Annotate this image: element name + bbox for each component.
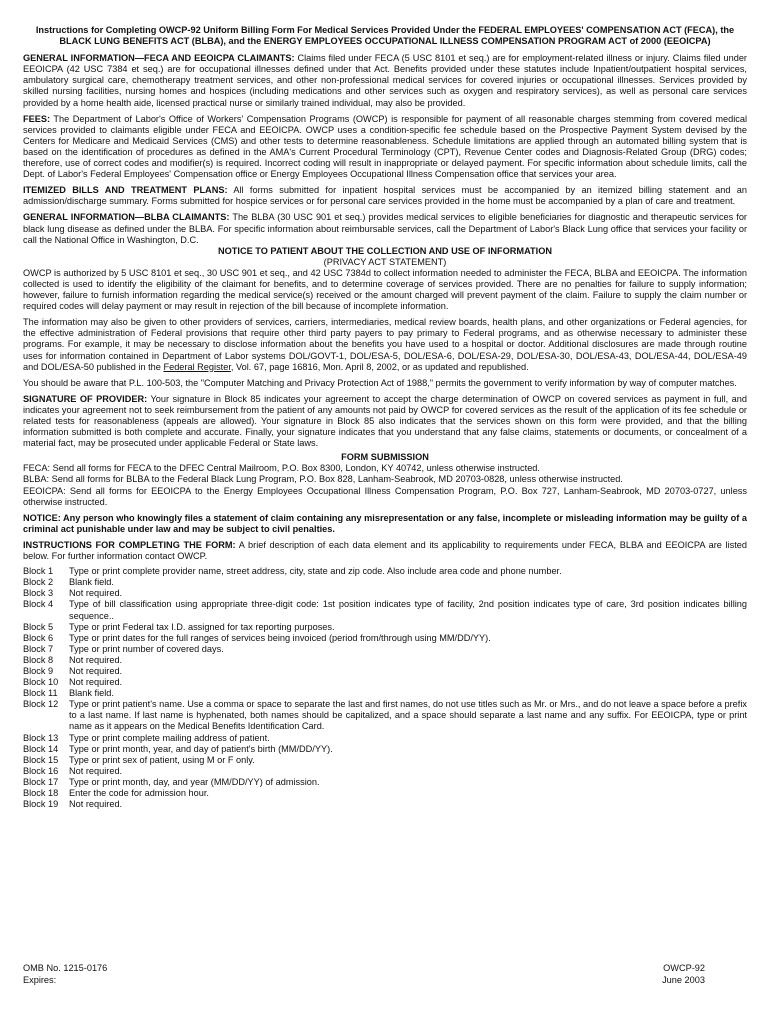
- block-description: Blank field.: [69, 577, 114, 588]
- footer-left: [23, 963, 107, 986]
- block-row: [23, 799, 747, 810]
- expires-label: Expires:: [23, 974, 57, 985]
- block-description: Not required.: [69, 677, 123, 688]
- block-label: Block 2: [23, 577, 54, 588]
- form-date: June 2003: [662, 974, 705, 985]
- block-label: Block 6: [23, 632, 54, 643]
- block-label: Block 15: [23, 754, 59, 765]
- page-title: Instructions for Completing OWCP-92 Uniform Billing Form For Medical Services Provided Under the FEDERAL EMPLOYEES' COMPENSATION ACT (FECA), the BLACK LUNG BENEFITS ACT (BLBA), and the ENERGY EMPLOYEES OCCUPATIONAL ILLNESS COMPENSATION PROGRAM ACT of 2000 (EEOICPA): [35, 25, 735, 47]
- block-label: Block 16: [23, 765, 59, 776]
- block-row: [23, 577, 747, 588]
- privacy-paragraph-1: OWCP is authorized by 5 USC 8101 et seq., 30 USC 901 et seq., and 42 USC 7384d to collect information needed to administer the FECA, BLBA and EEOICPA. The information collected is used to identify the eligibility of the claimant for benefits, and to determine coverage of services provided. There are no penalties for failure to supply information; however, failure to furnish information regarding the medical service(s) received or the amount charged will prevent payment of the claim. Failure to supply the claim number or required codes will delay payment or may result in rejection of the bill because of incomplete information.: [23, 267, 747, 312]
- fees-text: The Department of Labor's Office of Workers' Compensation Programs (OWCP) is responsible for payment of all reasonable charges stemming from covered medical services provided to claimants eligible under FECA and EEOICPA. OWCP uses a condition-specific fee schedule based on the Prospective Payment System devised by the Centers for Medicare and Medicaid Services (CMS) and other tests to determine reasonableness. Schedule limitations are applied through an automated billing system that is based on the identification of procedures as defined in the AMA's Current Procedural Terminology (CPT), Revenue Center codes and Diagnosis-Related Group (DRG) codes; therefore, use of correct codes and modifier(s) is required. Incorrect coding will result in inappropriate or delayed payment. For specific information about schedule limits, call the Dept. of Labor's Federal Employees' Compensation office or Energy Employees Occupational Illness Compensation office that services your area.: [23, 113, 747, 180]
- block-label: Block 10: [23, 677, 59, 688]
- itemized-heading: ITEMIZED BILLS AND TREATMENT PLANS:: [23, 185, 228, 196]
- itemized-section: [23, 185, 747, 207]
- instructions-text: A brief description of each data element and its applicability to requirements under FECA, BLBA and EEOICPA are listed below. For further information contact OWCP.: [23, 539, 748, 562]
- block-description: Type or print month, day, and year (MM/DD/YY) of admission.: [69, 776, 320, 787]
- block-row: [23, 666, 747, 677]
- submission-blba: BLBA: Send all forms for BLBA to the Federal Black Lung Program, P.O. Box 828, Lanham-Seabrook, MD 20703-0828, unless otherwise instructed.: [23, 474, 623, 485]
- block-description: Type or print complete provider name, street address, city, state and zip code. Also include area code and phone number.: [69, 566, 562, 577]
- block-description: Type or print patient's name. Use a comma or space to separate the last and first names, do not use titles such as Mr. or Mrs., and do not leave a space before a prefix to a last name. If last name is hyphenated, both names should be capitalized, and a space should separate a last name and any suffix. For EEOICPA, type or print name as it appears on the Medical Benefits Identification Card.: [69, 699, 747, 732]
- general-blba-heading: GENERAL INFORMATION—BLBA CLAIMANTS:: [23, 212, 230, 223]
- general-feca-section: [23, 53, 747, 108]
- block-row: [23, 777, 747, 788]
- block-label: Block 17: [23, 776, 59, 787]
- block-description: Type or print number of covered days.: [69, 643, 224, 654]
- fees-section: [23, 114, 747, 181]
- fees-heading: FEES:: [23, 113, 51, 124]
- block-label: Block 12: [23, 699, 59, 710]
- instructions-section: [23, 540, 747, 562]
- block-description: Enter the code for admission hour.: [69, 788, 209, 798]
- block-row: [23, 566, 747, 577]
- general-blba-section: [23, 212, 747, 245]
- privacy-paragraph-3: You should be aware that P.L. 100-503, the "Computer Matching and Privacy Protection Act of 1988," permits the government to verify information by way of computer matches.: [23, 377, 737, 388]
- block-row: [23, 622, 747, 633]
- block-description: Blank field.: [69, 688, 114, 699]
- block-description: Type or print sex of patient, using M or F only.: [69, 754, 255, 765]
- form-id: OWCP-92: [663, 963, 705, 973]
- submission-heading: FORM SUBMISSION: [341, 452, 429, 463]
- block-label: Block 9: [23, 665, 54, 676]
- privacy-p2-text: The information may also be given to other providers of services, carriers, intermediaries, medical review boards, health plans, and other organizations or Federal agencies, for the effective administration of Federal provisions that require other third party payers to pay primary to Federal programs, and as otherwise necessary to administer these programs. For example, it may be necessary to disclose information about the benefits you have used to a hospital or doctor. Additional disclosures are made through routine uses for information contained in Department of Labor systems DOL/GOVT-1, DOL/ESA-5, DOL/ESA-6, DOL/ESA-29, DOL/ESA-30, DOL/ESA-43, DOL/ESA-44, DOL/ESA-49 and DOL/ESA-50 published in the: [23, 317, 747, 372]
- submission-eeoicpa: EEOICPA: Send all forms for EEOICPA to the Energy Employees Occupational Illness Compensation Program, P.O. Box 727, Lanham-Seabrook, MD 20703-0727, unless otherwise instructed.: [23, 485, 747, 507]
- block-description: Type or print complete mailing address of patient.: [69, 732, 270, 743]
- omb-number: OMB No. 1215-0176: [23, 963, 108, 973]
- block-row: [23, 588, 747, 599]
- federal-register-link: Federal Register: [163, 361, 231, 372]
- itemized-text: All forms submitted for inpatient hospital services must be accompanied by an itemized billing statement and an admission/discharge summary. Forms submitted for hospice services or for personal care services provided in the home must be accompanied by a plan of care and treatment.: [23, 185, 748, 207]
- block-row: [23, 766, 747, 777]
- block-label: Block 11: [23, 688, 58, 699]
- page-footer: [23, 963, 705, 986]
- block-label: Block 7: [23, 643, 54, 654]
- block-row: [23, 688, 747, 699]
- block-list: [23, 566, 747, 810]
- block-label: Block 4: [23, 599, 54, 610]
- block-row: [23, 733, 747, 744]
- signature-section: [23, 394, 747, 449]
- block-description: Not required.: [69, 765, 123, 776]
- block-description: Type or print month, year, and day of patient's birth (MM/DD/YY).: [69, 743, 333, 754]
- block-row: [23, 744, 747, 755]
- block-row: [23, 755, 747, 766]
- instruction-page: [23, 25, 747, 810]
- general-feca-text: Claims filed under FECA (5 USC 8101 et seq.) are for employment-related illness or injury. Claims filed under EEOICPA (42 USC 7384 et seq.) are for occupational illnesses defined under that Act. Benefits provided under these statutes include Inpatient/outpatient hospital services, ambulatory surgical care, chemotherapy treatment services, and other non-professional medical services for covered injuries or occupational illnesses. Services provided by skilled nursing facilities, nursing homes and hospices (including medications and other services such as oxygen and respiratory services), as well as personal care services provided by a home health aide, licensed practical nurse or similarly trained individual, may also be provided.: [23, 53, 747, 108]
- privacy-paragraph-2: [23, 317, 747, 372]
- block-description: Not required.: [69, 799, 123, 810]
- privacy-p2-tail: , Vol. 67, page 16816, Mon. April 8, 2002, or as updated and republished.: [230, 361, 529, 372]
- general-blba-text: The BLBA (30 USC 901 et seq.) provides medical services to eligible beneficiaries for diagnostic and therapeutic services for black lung disease as defined under the BLBA. For specific information about reimbursable services, call the Department of Labor's Black Lung office that services your facility or call the National Office in Washington, D.C.: [23, 212, 747, 245]
- footer-right: [662, 963, 705, 986]
- block-label: Block 14: [23, 743, 59, 754]
- instructions-heading: INSTRUCTIONS FOR COMPLETING THE FORM:: [23, 539, 236, 550]
- block-description: Not required.: [69, 588, 123, 599]
- block-row: [23, 788, 747, 799]
- block-row: [23, 633, 747, 644]
- block-label: Block 18: [23, 788, 59, 798]
- submission-feca: FECA: Send all forms for FECA to the DFEC Central Mailroom, P.O. Box 8300, London, KY 40742, unless otherwise instructed.: [23, 463, 540, 474]
- signature-text: Your signature in Block 85 indicates your agreement to accept the charge determination of OWCP on covered services as payment in full, and indicates your agreement not to seek reimbursement from the patient of any amounts not paid by OWCP for covered services as the result of the application of its fee schedule or related tests for reasonableness (appeals are allowed). Your signature in Block 85 also indicates that the services shown on this form were provided, and that the billing information submitted is both complete and accurate. Finally, your signature indicates that you understand that any false claims, statements or documents, or concealment of a material fact, may be prosecuted under applicable Federal or State laws.: [23, 393, 748, 449]
- general-feca-heading: GENERAL INFORMATION—FECA AND EEOICPA CLAIMANTS:: [23, 53, 295, 64]
- block-label: Block 19: [23, 799, 59, 810]
- block-description: Type of bill classification using appropriate three-digit code: 1st position indicates type of facility, 2nd position indicates type of care, 3rd position indicates billing sequence..: [69, 599, 747, 621]
- block-label: Block 5: [23, 621, 54, 632]
- block-label: Block 3: [23, 588, 54, 599]
- notice-text: NOTICE: Any person who knowingly files a statement of claim containing any misrepresentation or any false, incomplete or misleading information may be guilty of a criminal act punishable under law and may be subject to civil penalties.: [23, 512, 747, 534]
- block-row: [23, 644, 747, 655]
- privacy-heading: NOTICE TO PATIENT ABOUT THE COLLECTION AND USE OF INFORMATION: [218, 245, 552, 256]
- block-description: Not required.: [69, 654, 123, 665]
- block-description: Not required.: [69, 665, 123, 676]
- block-row: [23, 599, 747, 621]
- block-label: Block 8: [23, 654, 54, 665]
- privacy-subheading: (PRIVACY ACT STATEMENT): [323, 256, 447, 267]
- block-row: [23, 655, 747, 666]
- block-description: Type or print Federal tax I.D. assigned for tax reporting purposes.: [69, 621, 335, 632]
- block-row: [23, 699, 747, 732]
- block-label: Block 1: [23, 566, 54, 577]
- signature-heading: SIGNATURE OF PROVIDER:: [23, 393, 148, 404]
- block-row: [23, 677, 747, 688]
- block-description: Type or print dates for the full ranges of services being invoiced (period from/through using MM/DD/YY).: [69, 632, 491, 643]
- block-label: Block 13: [23, 732, 59, 743]
